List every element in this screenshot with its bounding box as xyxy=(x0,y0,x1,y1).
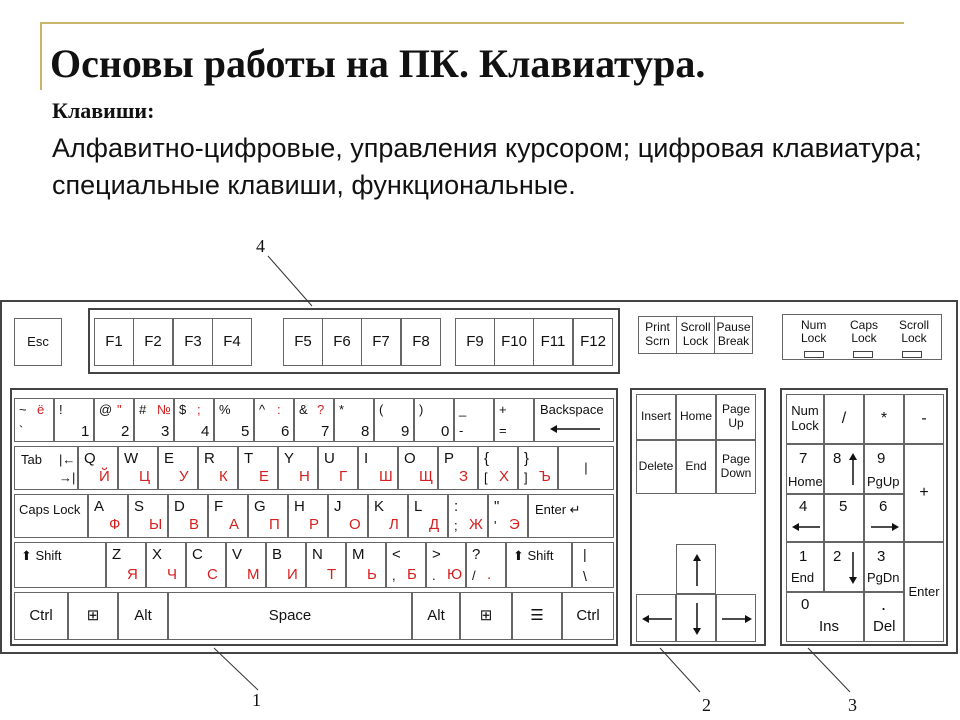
home-ru-4: П xyxy=(269,516,280,533)
f8-label: F8 xyxy=(412,333,430,351)
number-key-main-1: 1 xyxy=(81,423,90,440)
numpad-dot-sub: Del xyxy=(873,618,896,635)
numpad-1-label: 1 xyxy=(799,548,808,565)
numpad-7-sub: Home xyxy=(788,474,823,489)
home-ru-8: Д xyxy=(429,516,440,533)
right-alt-label: Alt xyxy=(427,607,445,625)
letter-en-5: Y xyxy=(284,450,295,467)
callout-line-1 xyxy=(214,648,258,690)
home-en-0: A xyxy=(94,498,105,515)
callout-4: 4 xyxy=(256,236,265,256)
caps-lock-label: Caps Lock xyxy=(19,502,81,517)
number-key-shift-3: # xyxy=(139,402,147,417)
pause-break-label: Pause Break xyxy=(716,320,751,348)
letter-en-7: I xyxy=(364,450,369,467)
letter-ru-0: Й xyxy=(99,468,110,485)
shift-en-5: N xyxy=(312,546,323,563)
number-key-lower-0: ` xyxy=(19,423,24,438)
number-key-main-4: 4 xyxy=(201,423,210,440)
shift-en-4: B xyxy=(272,546,283,563)
f12-label: F12 xyxy=(580,333,606,351)
delete-label: Delete xyxy=(638,459,674,474)
numpad-0-label: 0 xyxy=(801,596,810,613)
numpad-1-sub: End xyxy=(791,570,815,585)
bracket-open-lower: [ xyxy=(484,470,488,485)
home-ru-1: Ы xyxy=(149,516,163,533)
slash-lower: / xyxy=(472,568,476,583)
number-key-shift-5: % xyxy=(219,402,231,417)
letter-ru-1: Ц xyxy=(139,468,151,485)
home-label: Home xyxy=(679,409,712,424)
number-key-shift-12: + xyxy=(499,402,507,417)
left-ctrl-label: Ctrl xyxy=(29,607,53,625)
numpad-dot-label: . xyxy=(881,594,887,614)
home-ru-7: Л xyxy=(389,516,399,533)
callout-line-2 xyxy=(660,648,700,692)
shift-ru-2: С xyxy=(207,566,218,583)
shift-en-8: > xyxy=(432,546,441,563)
f3-label: F3 xyxy=(184,333,202,351)
esc-label: Esc xyxy=(27,333,49,349)
shift-ru-8: Ю xyxy=(447,566,463,583)
f4-label: F4 xyxy=(223,333,241,351)
number-key-main-6: 6 xyxy=(281,423,290,440)
letter-ru-4: Е xyxy=(259,468,270,485)
letter-en-1: W xyxy=(124,450,139,467)
led-label-1: Caps Lock xyxy=(850,318,879,346)
shift-ru-4: И xyxy=(287,566,298,583)
shift-en-2: C xyxy=(192,546,203,563)
print-screen-label: Print Scrn xyxy=(645,320,670,348)
letter-ru-11: Ъ xyxy=(539,468,551,485)
letter-en-11: } xyxy=(524,450,530,467)
page-down-label: Page Down xyxy=(720,452,752,480)
letter-en-10: { xyxy=(484,450,490,467)
home-en-8: L xyxy=(414,498,423,515)
led-label-0: Num Lock xyxy=(801,318,827,346)
f11-label: F11 xyxy=(540,333,566,351)
numpad-7-label: 7 xyxy=(799,450,808,467)
number-key-ru-3: № xyxy=(157,402,171,417)
number-key-main-5: 5 xyxy=(241,423,250,440)
home-en-5: H xyxy=(294,498,305,515)
home-ru-9: Ж xyxy=(469,516,483,533)
numpad-plus-label: + xyxy=(919,483,929,501)
tab-label: Tab xyxy=(21,452,42,467)
home-ru-3: А xyxy=(229,516,240,533)
number-key-lower-11: - xyxy=(459,423,464,438)
numpad-6-label: 6 xyxy=(879,498,888,515)
number-key-main-8: 8 xyxy=(361,423,370,440)
home-en-2: D xyxy=(174,498,185,515)
shift-ru-9: . xyxy=(487,566,492,583)
home-en-1: S xyxy=(134,498,145,515)
tab-arrow-icon: |← xyxy=(59,452,76,467)
home-ru-2: В xyxy=(189,516,200,533)
callout-line-3 xyxy=(808,648,850,692)
letter-en-8: O xyxy=(404,450,416,467)
led-label-2: Scroll Lock xyxy=(899,318,930,346)
tab-arrow-right-icon: →| xyxy=(59,470,76,485)
menu-icon: ☰ xyxy=(530,607,544,625)
letter-ru-8: Щ xyxy=(419,468,434,485)
numpad-9-label: 9 xyxy=(877,450,886,467)
shift-ru-5: Т xyxy=(327,566,337,583)
shift-ru-7: Б xyxy=(407,566,417,583)
number-key-ru-6: : xyxy=(277,402,281,417)
period-lower: . xyxy=(432,568,436,583)
numpad-3-label: 3 xyxy=(877,548,886,565)
number-key-ru-4: ; xyxy=(197,402,201,417)
letter-ru-3: К xyxy=(219,468,228,485)
right-windows-icon: ⊞ xyxy=(479,607,493,625)
letter-en-3: R xyxy=(204,450,215,467)
number-key-shift-2: @ xyxy=(99,402,113,417)
right-ctrl-label: Ctrl xyxy=(576,607,600,625)
numpad-3-sub: PgDn xyxy=(867,570,900,585)
shift-en-7: < xyxy=(392,546,401,563)
number-key-ru-7: ? xyxy=(317,402,325,417)
shift-ru-1: Ч xyxy=(167,566,177,583)
f10-label: F10 xyxy=(501,333,527,351)
number-key-ru-2: " xyxy=(117,402,122,417)
home-ru-10: Э xyxy=(509,516,520,533)
home-en-4: G xyxy=(254,498,266,515)
home-ru-0: Ф xyxy=(109,516,121,533)
number-key-main-2: 2 xyxy=(121,423,130,440)
numpad-2-label: 2 xyxy=(833,548,842,565)
numpad-5-label: 5 xyxy=(839,498,848,515)
colon-lower: ; xyxy=(454,518,458,533)
numpad-enter-label: Enter xyxy=(908,583,940,599)
slide-subtitle: Клавиши: xyxy=(52,98,155,123)
right-shift-label: ⬆ Shift xyxy=(513,548,554,563)
number-key-shift-9: ( xyxy=(379,402,384,417)
callout-3: 3 xyxy=(848,695,857,715)
f1-label: F1 xyxy=(105,333,123,351)
shift-ru-3: М xyxy=(247,566,260,583)
number-key-main-9: 9 xyxy=(401,423,410,440)
letter-ru-6: Г xyxy=(339,468,348,485)
comma-lower: , xyxy=(392,568,396,583)
shift-ru-6: Ь xyxy=(367,566,377,583)
f6-label: F6 xyxy=(333,333,351,351)
letter-ru-5: Н xyxy=(299,468,310,485)
number-key-shift-6: ^ xyxy=(259,402,266,417)
letter-en-0: Q xyxy=(84,450,96,467)
letter-ru-9: З xyxy=(459,468,469,485)
numpad-0-sub: Ins xyxy=(819,618,840,635)
number-key-main-10: 0 xyxy=(441,423,450,440)
home-ru-6: О xyxy=(349,516,361,533)
numpad-8-label: 8 xyxy=(833,450,842,467)
f7-label: F7 xyxy=(372,333,390,351)
bracket-close-lower: ] xyxy=(524,470,528,485)
left-alt-label: Alt xyxy=(134,607,152,625)
letter-ru-2: У xyxy=(179,468,189,485)
f2-label: F2 xyxy=(144,333,162,351)
pipe-top-label: | xyxy=(583,546,587,562)
number-key-main-7: 7 xyxy=(321,423,330,440)
backslash-label: | xyxy=(584,459,588,475)
shift-en-9: ? xyxy=(472,546,481,563)
number-key-shift-8: * xyxy=(339,402,345,417)
left-windows-icon: ⊞ xyxy=(86,607,100,625)
callout-2: 2 xyxy=(702,695,711,715)
shift-ru-0: Я xyxy=(127,566,138,583)
slide-title: Основы работы на ПК. Клавиатура. xyxy=(50,41,706,86)
backspace-label: Backspace xyxy=(540,402,604,417)
insert-label: Insert xyxy=(640,409,671,424)
space-label: Space xyxy=(268,607,312,625)
shift-en-6: M xyxy=(352,546,365,563)
numpad-9-sub: PgUp xyxy=(867,474,900,489)
home-en-6: J xyxy=(334,498,342,515)
number-key-shift-10: ) xyxy=(419,402,424,417)
quote-lower: ' xyxy=(494,518,497,533)
callout-line-4 xyxy=(268,256,312,306)
number-key-shift-11: _ xyxy=(459,402,467,417)
number-key-main-3: 3 xyxy=(161,423,170,440)
shift-en-0: Z xyxy=(112,546,122,563)
letter-ru-10: Х xyxy=(499,468,510,485)
home-en-3: F xyxy=(214,498,224,515)
home-en-9: : xyxy=(454,498,459,515)
numpad-4-label: 4 xyxy=(799,498,808,515)
scroll-lock-label: Scroll Lock xyxy=(680,320,711,348)
callout-1: 1 xyxy=(252,690,261,710)
number-key-ru-0: ё xyxy=(37,402,45,417)
shift-en-1: X xyxy=(152,546,163,563)
home-en-7: K xyxy=(374,498,385,515)
number-key-shift-4: $ xyxy=(179,402,187,417)
left-shift-label: ⬆ Shift xyxy=(21,548,62,563)
letter-en-4: T xyxy=(244,450,254,467)
letter-en-9: P xyxy=(444,450,455,467)
f5-label: F5 xyxy=(294,333,312,351)
numpad-divide-label: / xyxy=(841,409,847,427)
f9-label: F9 xyxy=(466,333,484,351)
number-key-lower-12: = xyxy=(499,423,507,438)
letter-ru-7: Ш xyxy=(379,468,393,485)
home-en-10: " xyxy=(494,498,500,515)
numpad-multiply-label: * xyxy=(880,409,888,427)
numpad-minus-label: - xyxy=(921,409,927,427)
shift-en-3: V xyxy=(232,546,243,563)
letter-en-2: E xyxy=(164,450,175,467)
number-key-shift-1: ! xyxy=(59,402,63,417)
pipe-bottom-label: \ xyxy=(583,568,587,584)
enter-label: Enter ↵ xyxy=(535,502,581,517)
number-key-shift-7: & xyxy=(299,402,308,417)
num-lock-label: Num Lock xyxy=(791,403,819,433)
end-label: End xyxy=(685,459,707,474)
letter-en-6: U xyxy=(324,450,335,467)
home-ru-5: Р xyxy=(309,516,320,533)
number-key-shift-0: ~ xyxy=(19,402,27,417)
page-up-label: Page Up xyxy=(721,402,751,430)
slide-description: Алфавитно-цифровые, управления курсором; цифровая клавиатура; специальные клавиши, функциональные. xyxy=(52,133,922,200)
